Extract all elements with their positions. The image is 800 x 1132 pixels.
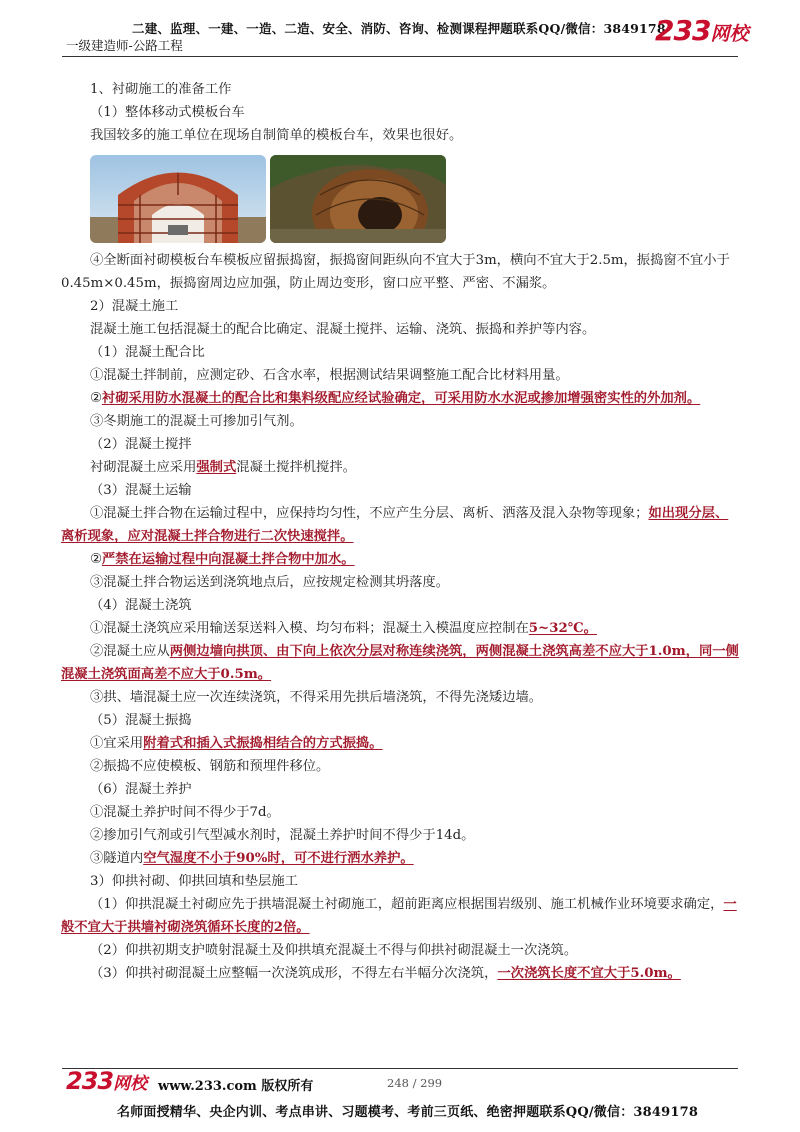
footer-divider	[62, 1068, 738, 1069]
paragraph: ③拱、墙混凝土应一次连续浇筑，不得采用先拱后墙浇筑，不得先浇矮边墙。	[90, 690, 543, 705]
paragraph: ②掺加引气剂或引气型减水剂时，混凝土养护时间不得少于14d。	[90, 828, 475, 843]
highlight-text: 一次浇筑长度不宜大于5.0m。	[497, 966, 681, 981]
section-heading: 3）仰拱衬砌、仰拱回填和垫层施工	[90, 874, 298, 889]
key-point-paragraph: ②衬砌采用防水混凝土的配合比和集料级配应经试验确定，可采用防水水泥或掺加增强密实性的外加剂。	[90, 391, 701, 406]
formwork-trolley-photo	[90, 155, 266, 243]
header-subject: 一级建造师-公路工程	[66, 38, 183, 53]
header-divider	[62, 56, 738, 57]
highlight-text: 严禁在运输过程中向混凝土拌合物中加水。	[101, 552, 355, 567]
highlight-text: 如出现分层、离析现象，应对混凝土拌合物进行二次快速搅拌。	[61, 506, 729, 544]
key-point-paragraph: ②混凝土应从两侧边墙向拱顶、由下向上依次分层对称连续浇筑，两侧混凝土浇筑高差不应大于1.0m，同一侧混凝土浇筑面高差不应大于0.5m。	[61, 644, 739, 682]
footer-brand-logo: 233网校	[66, 1067, 148, 1095]
highlight-text: 附着式和插入式振捣相结合的方式振捣。	[143, 736, 383, 751]
subsection-heading: （4）混凝土浇筑	[90, 598, 192, 613]
section-heading: 2）混凝土施工	[90, 299, 179, 314]
photo-row	[90, 155, 740, 245]
highlight-text: 5~32℃。	[528, 621, 597, 636]
highlight-text: 空气湿度不小于90%时，可不进行洒水养护。	[143, 851, 414, 866]
paragraph: 衬砌混凝土应采用强制式混凝土搅拌机搅拌。	[90, 460, 356, 475]
page-number: 248 / 299	[387, 1076, 443, 1090]
footer-site-link[interactable]: www.233.com 版权所有	[158, 1079, 314, 1094]
paragraph: 混凝土施工包括混凝土的配合比确定、混凝土搅拌、运输、浇筑、振捣和养护等内容。	[90, 322, 596, 337]
subsection-heading: （5）混凝土振捣	[90, 713, 192, 728]
paragraph: 我国较多的施工单位在现场自制简单的模板台车，效果也很好。	[90, 128, 463, 143]
section-heading: 1、衬砌施工的准备工作	[90, 82, 232, 97]
paragraph: ③混凝土拌合物运送到浇筑地点后，应按规定检测其坍落度。	[90, 575, 450, 590]
tunnel-lining-photo	[270, 155, 446, 243]
subsection-heading: （1）混凝土配合比	[90, 345, 205, 360]
subsection-heading: （3）混凝土运输	[90, 483, 192, 498]
highlight-text: 强制式	[196, 460, 237, 475]
key-point-paragraph: （1）仰拱混凝土衬砌应先于拱墙混凝土衬砌施工，超前距离应根据围岩级别、施工机械作业环境要求确定，一般不宜大于拱墙衬砌浇筑循环长度的2倍。	[61, 897, 737, 935]
paragraph: ②振捣不应使模板、钢筋和预埋件移位。	[90, 759, 330, 774]
paragraph: ④全断面衬砌模板台车模板应留振捣窗，振捣窗间距纵向不宜大于3m，横向不宜大于2.5m，振捣窗不宜小于0.45m×0.45m，振捣窗周边应加强，防止周边变形，窗口应平整、严密、不漏浆。	[61, 253, 730, 291]
paragraph: （2）仰拱初期支护喷射混凝土及仰拱填充混凝土不得与仰拱衬砌混凝土一次浇筑。	[90, 943, 578, 958]
page-header	[0, 0, 800, 60]
key-point-paragraph: ①混凝土浇筑应采用输送泵送料入模、均匀布料；混凝土入模温度应控制在5~32℃。	[90, 621, 597, 636]
paragraph: ③冬期施工的混凝土可掺加引气剂。	[90, 414, 303, 429]
key-point-paragraph: ③隧道内空气湿度不小于90%时，可不进行洒水养护。	[90, 851, 414, 866]
paragraph: ①混凝土养护时间不得少于7d。	[90, 805, 280, 820]
subsection-heading: （1）整体移动式模板台车	[90, 105, 245, 120]
brand-logo: 233网校	[655, 14, 749, 47]
key-point-paragraph: ①混凝土拌合物在运输过程中，应保持均匀性，不应产生分层、离析、洒落及混入杂物等现象；如出现分层、离析现象，应对混凝土拌合物进行二次快速搅拌。	[61, 506, 729, 544]
document-body	[61, 78, 740, 985]
key-point-paragraph: ①宜采用附着式和插入式振捣相结合的方式振捣。	[90, 736, 383, 751]
key-point-paragraph: ②严禁在运输过程中向混凝土拌合物中加水。	[90, 552, 355, 567]
highlight-text: 一般不宜大于拱墙衬砌浇筑循环长度的2倍。	[61, 897, 737, 935]
highlight-text: 两侧边墙向拱顶、由下向上依次分层对称连续浇筑，两侧混凝土浇筑高差不应大于1.0m，同一侧混凝土浇筑面高差不应大于0.5m。	[61, 644, 739, 682]
footer-contact-line: 名师面授精华、央企内训、考点串讲、习题模考、考前三页纸、绝密押题联系QQ/微信：3849178	[117, 1105, 699, 1120]
key-point-paragraph: （3）仰拱衬砌混凝土应整幅一次浇筑成形，不得左右半幅分次浇筑，一次浇筑长度不宜大于5.0m。	[90, 966, 681, 981]
highlight-text: 衬砌采用防水混凝土的配合比和集料级配应经试验确定，可采用防水水泥或掺加增强密实性的外加剂。	[101, 391, 701, 406]
subsection-heading: （6）混凝土养护	[90, 782, 192, 797]
subsection-heading: （2）混凝土搅拌	[90, 437, 192, 452]
header-contact-line: 二建、监理、一建、一造、二造、安全、消防、咨询、检测课程押题联系QQ/微信：3849178	[132, 21, 666, 36]
paragraph: ①混凝土拌制前，应测定砂、石含水率，根据测试结果调整施工配合比材料用量。	[90, 368, 569, 383]
